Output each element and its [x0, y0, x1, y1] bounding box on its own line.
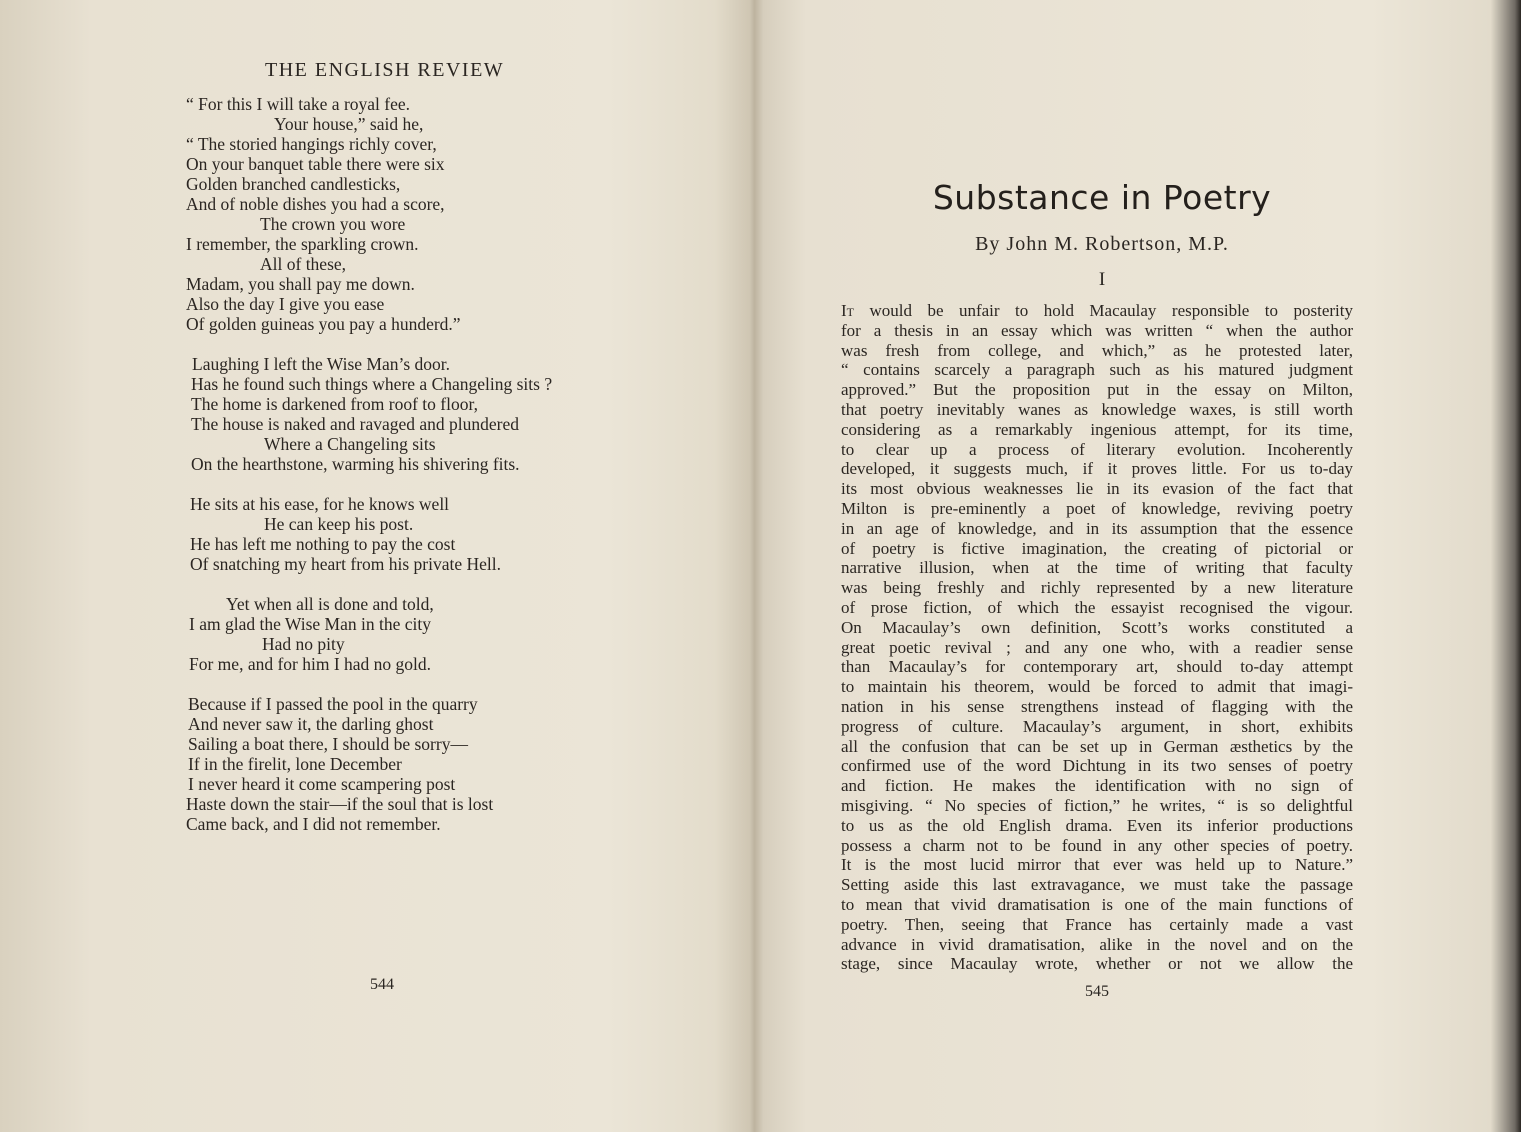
poem-line: Of golden guineas you pay a hunderd.”: [186, 314, 461, 334]
stanza: [186, 354, 636, 474]
poem-line: Has he found such things where a Changeling sits ?: [191, 374, 553, 394]
right-page: [752, 0, 1521, 1132]
poem-line: Yet when all is done and told,: [226, 594, 434, 614]
article-line: of poetry is fictive imagination, the creating of pictorial or: [841, 538, 1353, 558]
article-line: nation in his sense strengthens instead of flagging with the: [841, 696, 1353, 716]
article-line: It is the most lucid mirror that ever was held up to Nature.”: [841, 855, 1353, 875]
article-line: developed, it suggests much, if it proves little. For us to-day: [841, 459, 1353, 479]
article-line: poetry. Then, seeing that France has certainly made a vast: [841, 914, 1353, 934]
poem-line: For me, and for him I had no gold.: [189, 654, 432, 674]
poem-line: Laughing I left the Wise Man’s door.: [192, 354, 451, 374]
poem-line: Your house,” said he,: [274, 114, 424, 134]
poem: [186, 94, 636, 854]
article-line: than Macaulay’s for contemporary art, should to-day attempt: [841, 657, 1353, 677]
article-title: Substance in Poetry: [932, 178, 1272, 217]
article-line-text: would be unfair to hold Macaulay responsible to posterity: [854, 301, 1353, 320]
poem-line: Of snatching my heart from his private Hell.: [190, 554, 502, 574]
article-line: was fresh from college, and which,” as he protested later,: [841, 340, 1353, 360]
article-line: to us as the old English drama. Even its inferior productions: [841, 815, 1353, 835]
poem-line: “ For this I will take a royal fee.: [186, 94, 411, 114]
article-line: its most obvious weaknesses lie in its evasion of the fact that: [841, 479, 1353, 499]
article-line: approved.” But the proposition put in the essay on Milton,: [841, 380, 1353, 400]
article-line: that poetry inevitably wanes as knowledge waxes, is still worth: [841, 399, 1353, 419]
article-line: great poetic revival ; and any one who, with a readier sense: [841, 637, 1353, 657]
article-line: Setting aside this last extravagance, we must take the passage: [841, 875, 1353, 895]
article-line: and fiction. He makes the identification with no sign of: [841, 776, 1353, 796]
poem-line: All of these,: [260, 254, 347, 274]
article-line: “ contains scarcely a paragraph such as his matured judgment: [841, 360, 1353, 380]
article-line: of prose fiction, of which the essayist recognised the vigour.: [841, 597, 1353, 617]
running-head: THE ENGLISH REVIEW: [265, 59, 505, 81]
article-line: was being freshly and richly represented by a new literature: [841, 578, 1353, 598]
poem-line: On the hearthstone, warming his shivering fits.: [191, 454, 520, 474]
poem-line: He has left me nothing to pay the cost: [190, 534, 456, 554]
article-line: advance in vivid dramatisation, alike in the novel and on the: [841, 934, 1353, 954]
poem-line: I am glad the Wise Man in the city: [189, 614, 431, 634]
article-line: to mean that vivid dramatisation is one of the main functions of: [841, 894, 1353, 914]
article-line: confirmed use of the word Dichtung in its two senses of poetry: [841, 756, 1353, 776]
article-line: narrative illusion, when at the time of writing that faculty: [841, 558, 1353, 578]
poem-line: Came back, and I did not remember.: [186, 814, 441, 834]
poem-line: Also the day I give you ease: [186, 294, 385, 314]
stanza: [186, 694, 636, 834]
poem-line: Because if I passed the pool in the quarry: [188, 694, 478, 714]
poem-line: “ The storied hangings richly cover,: [186, 134, 437, 154]
article-line: possess a charm not to be found in any other species of poetry.: [841, 835, 1353, 855]
poem-line: I remember, the sparkling crown.: [186, 234, 419, 254]
article-line: On Macaulay’s own definition, Scott’s works constituted a: [841, 617, 1353, 637]
article-line: in an age of knowledge, and in its assumption that the essence: [841, 518, 1353, 538]
article-line: progress of culture. Macaulay’s argument, in short, exhibits: [841, 716, 1353, 736]
poem-line: The crown you wore: [260, 214, 406, 234]
poem-line: He sits at his ease, for he knows well: [190, 494, 450, 514]
poem-line: The home is darkened from roof to floor,: [191, 394, 478, 414]
poem-line: Sailing a boat there, I should be sorry—: [188, 734, 468, 754]
left-page: [0, 0, 752, 1132]
stanza: [186, 494, 636, 574]
article-line: to clear up a process of literary evolution. Incoherently: [841, 439, 1353, 459]
article-line: Milton is pre-eminently a poet of knowledge, reviving poetry: [841, 498, 1353, 518]
article-line: stage, since Macaulay wrote, whether or not we allow the: [841, 954, 1353, 974]
page-number-left: 544: [370, 976, 394, 993]
article-line: all the confusion that can be set up in German æsthetics by the: [841, 736, 1353, 756]
poem-line: I never heard it come scampering post: [188, 774, 456, 794]
article-line: for a thesis in an essay which was written “ when the author: [841, 320, 1353, 340]
article-byline: By John M. Robertson, M.P.: [975, 233, 1229, 255]
poem-line: On your banquet table there were six: [186, 154, 445, 174]
article-line: [841, 301, 1353, 321]
poem-line: He can keep his post.: [264, 514, 414, 534]
article-line: considering as a remarkably ingenious attempt, for its time,: [841, 419, 1353, 439]
section-number: I: [1098, 269, 1106, 290]
poem-line: Golden branched candlesticks,: [186, 174, 401, 194]
poem-line: Haste down the stair—if the soul that is lost: [186, 794, 494, 814]
poem-line: Madam, you shall pay me down.: [186, 274, 415, 294]
poem-line: Where a Changeling sits: [264, 434, 436, 454]
stanza: [186, 594, 636, 674]
poem-line: The house is naked and ravaged and plundered: [191, 414, 520, 434]
small-caps-opening: It: [841, 301, 854, 320]
article-body: [841, 301, 1353, 974]
article-line: to maintain his theorem, would be forced to admit that imagi-: [841, 677, 1353, 697]
article-line: misgiving. “ No species of fiction,” he writes, “ is so delightful: [841, 795, 1353, 815]
poem-line: Had no pity: [262, 634, 345, 654]
poem-line: And of noble dishes you had a score,: [186, 194, 445, 214]
page-number-right: 545: [1085, 983, 1109, 1000]
poem-line: If in the firelit, lone December: [188, 754, 402, 774]
stanza: [186, 94, 636, 334]
poem-line: And never saw it, the darling ghost: [188, 714, 434, 734]
